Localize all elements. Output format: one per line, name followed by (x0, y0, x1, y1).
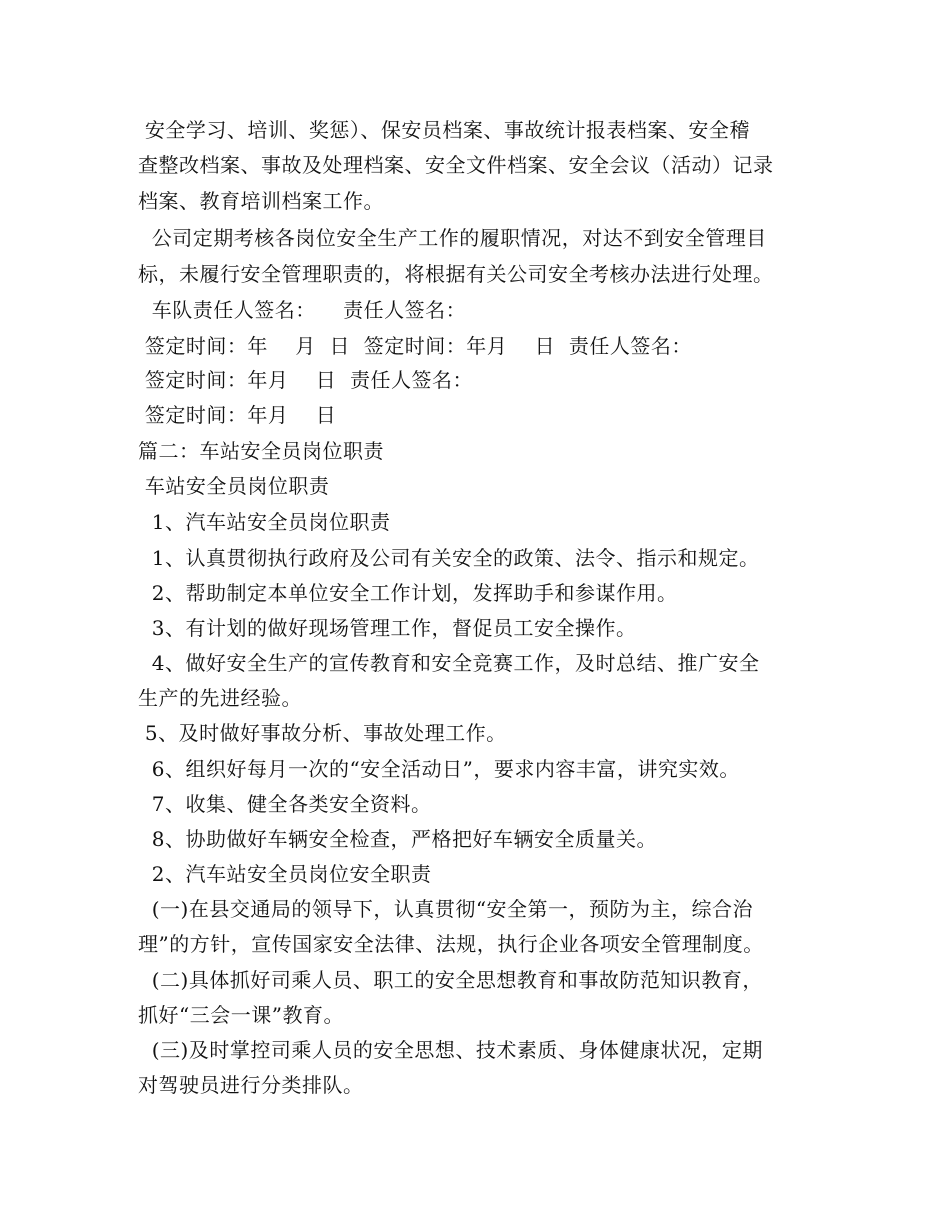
text-line: 2、帮助制定本单位安全工作计划，发挥助手和参谋作用。 (138, 581, 678, 605)
text-line: 车队责任人签名： 责任人签名： (138, 298, 467, 322)
text-line: (一)在县交通局的领导下，认真贯彻“安全第一，预防为主，综合治 (138, 897, 754, 921)
text-line: 签定时间：年月 日 责任人签名： (138, 368, 474, 392)
text-line: 标，未履行安全管理职责的，将根据有关公司安全考核办法进行处理。 (138, 262, 774, 286)
text-line: 1、汽车站安全员岗位职责 (138, 510, 391, 534)
text-line: 7、收集、健全各类安全资料。 (138, 792, 432, 816)
text-line: 1、认真贯彻执行政府及公司有关安全的政策、法令、指示和规定。 (138, 546, 760, 570)
text-line: 查整改档案、事故及处理档案、安全文件档案、安全会议（活动）记录 (138, 153, 774, 177)
text-line: 签定时间：年 月 日 签定时间：年月 日 责任人签名： (138, 334, 692, 358)
text-line: 公司定期考核各岗位安全生产工作的履职情况，对达不到安全管理目 (138, 226, 767, 250)
text-line: 4、做好安全生产的宣传教育和安全竞赛工作，及时总结、推广安全 (138, 651, 760, 675)
text-line: 档案、教育培训档案工作。 (138, 189, 384, 213)
text-line: 理”的方针，宣传国家安全法律、法规，执行企业各项安全管理制度。 (138, 932, 764, 956)
section-subheading: 车站安全员岗位职责 (138, 474, 330, 498)
text-line: 8、协助做好车辆安全检查，严格把好车辆安全质量关。 (138, 827, 657, 851)
text-line: 2、汽车站安全员岗位安全职责 (138, 862, 432, 886)
text-line: (二)具体抓好司乘人员、职工的安全思想教育和事故防范知识教育， (138, 968, 763, 992)
text-line: 抓好“三会一课”教育。 (138, 1003, 344, 1027)
text-line: 签定时间：年月 日 (138, 403, 337, 427)
text-line: 生产的先进经验。 (138, 686, 302, 710)
text-line: 对驾驶员进行分类排队。 (138, 1073, 364, 1097)
text-line: 安全学习、培训、奖惩）、保安员档案、事故统计报表档案、安全稽 (138, 118, 750, 142)
text-line: 6、组织好每月一次的“安全活动日”，要求内容丰富，讲究实效。 (138, 757, 740, 781)
section-heading: 篇二：车站安全员岗位职责 (138, 439, 384, 463)
text-line: 5、及时做好事故分析、事故处理工作。 (138, 721, 507, 745)
text-line: 3、有计划的做好现场管理工作，督促员工安全操作。 (138, 616, 637, 640)
text-line: (三)及时掌控司乘人员的安全思想、技术素质、身体健康状况，定期 (138, 1038, 763, 1062)
